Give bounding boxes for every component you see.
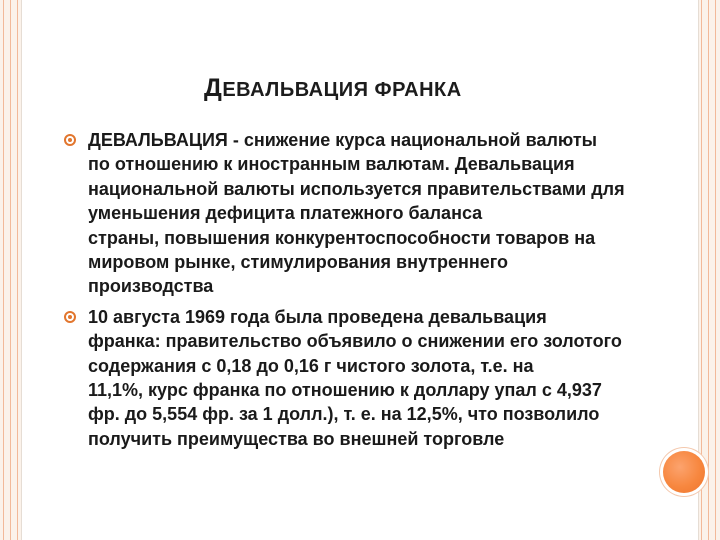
- bullet-line: содержания с 0,18 до 0,16 г чистого золота, т.е. на: [88, 355, 534, 376]
- bullet-line: 11,1%, курс франка по отношению к доллару упал с 4,937: [88, 380, 602, 401]
- left-decorative-stripe: [0, 0, 22, 540]
- bullet-line: франка: правительство объявило о снижении его золотого: [88, 331, 622, 352]
- bullet-text: [88, 128, 654, 299]
- bullet-line: получить преимущества во внешней торговле: [88, 428, 505, 449]
- bullet-line: национальной валюты используется правительствами для: [88, 178, 625, 199]
- bullet-line: 10 августа 1969 года была проведена девальвация: [88, 306, 547, 327]
- bullet-line: фр. до 5,554 фр. за 1 долл.), т. е. на 12,5%, что позволило: [88, 404, 600, 425]
- bullet-item-example-1969: [64, 305, 654, 451]
- slide-title-initial: Д: [204, 74, 223, 102]
- slide: [22, 0, 698, 540]
- bullet-list: [64, 128, 654, 457]
- orange-circle-decoration: [663, 451, 705, 493]
- orange-swirl-bullet-icon: [64, 134, 76, 146]
- bullet-text: [88, 305, 654, 451]
- slide-title-rest: ЕВАЛЬВАЦИЯ ФРАНКА: [222, 79, 462, 101]
- bullet-line: мировом рынке, стимулирования внутреннего: [88, 252, 509, 273]
- right-decorative-stripe: [698, 0, 720, 540]
- bullet-line: по отношению к иностранным валютам. Девальвация: [88, 154, 575, 175]
- bullet-line: производства: [88, 276, 214, 297]
- bullet-line: ДЕВАЛЬВАЦИЯ - снижение курса национальной валюты: [88, 130, 598, 150]
- slide-title: [204, 74, 462, 103]
- bullet-line: уменьшения дефицита платежного баланса: [88, 203, 483, 224]
- bullet-item-definition: [64, 128, 654, 299]
- orange-swirl-bullet-icon: [64, 311, 76, 323]
- bullet-line: страны, повышения конкурентоспособности товаров на: [88, 227, 596, 248]
